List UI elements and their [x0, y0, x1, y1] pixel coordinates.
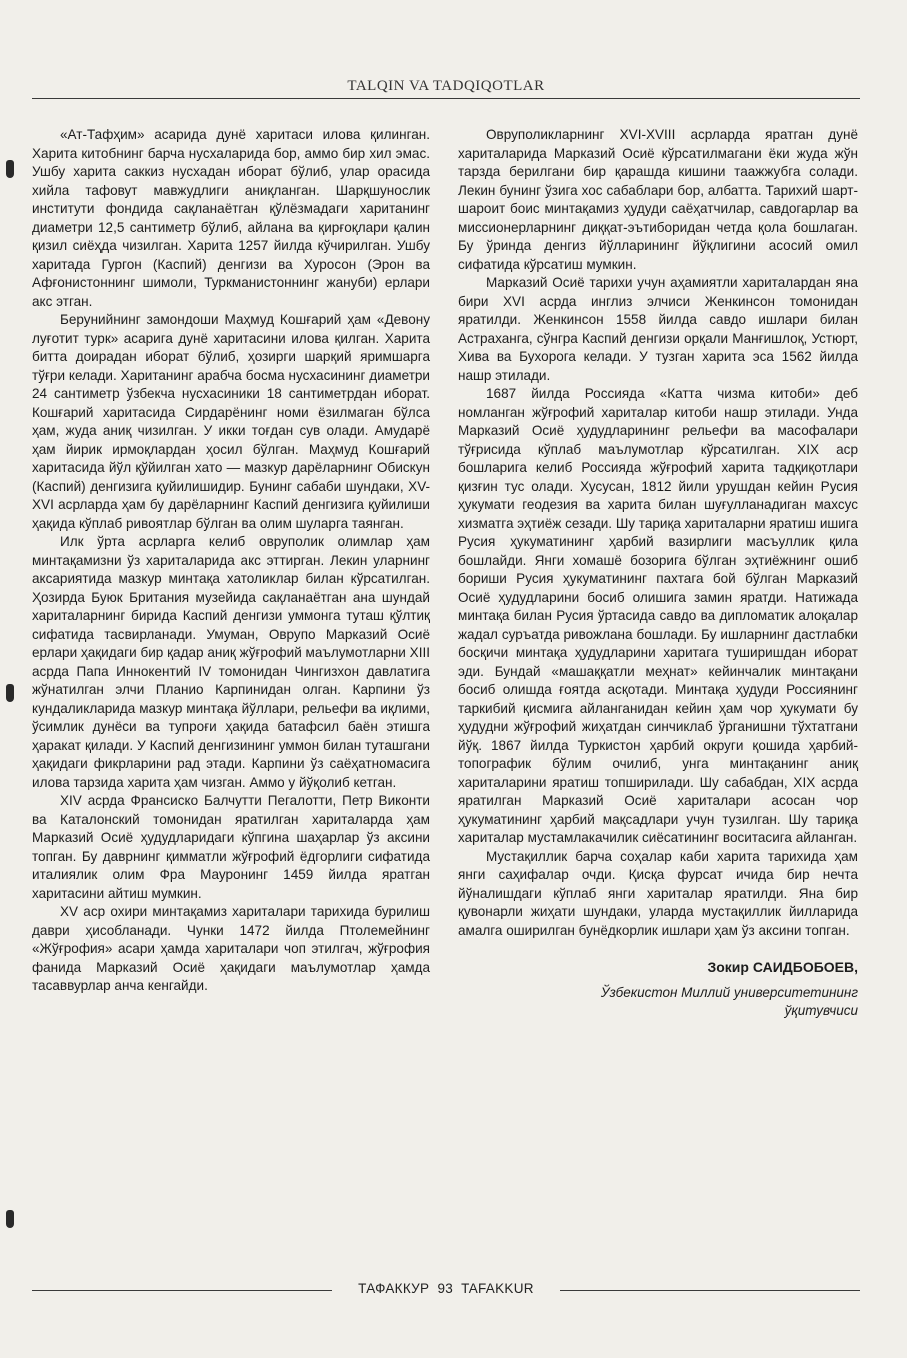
author-affiliation: [458, 984, 858, 1021]
paragraph: 1687 йилда Россияда «Катта чизма китоби» деб номланган жўғрофий хариталар китоби нашр этилади. Унда Марказий Осиё ҳудудларининг рельефи ва масофалари тўғрисида кўплаб маълумотлар кўрсатилган. XIX аср бошларига келиб Россияда жўғрофий харита тадқиқотлари қизғин тус олади. Хусусан, 1812 йили урушдан кейин Русия ҳукумати геодезия ва харита билан шуғулланадиган махсус хизматга эҳтиёж сезади. Шу тариқа хариталарни яратиш ишига Русия ҳукуматининг ҳарбий вазирлиги масъуллик қила бошлайди. Янги хомашё бозорига бўлган эҳтиёжнинг ошиб бориши Русия ҳукуматининг пахтага бой бўлган Марказий Осиё ҳудудларини босиб олишига замин яратди. Натижада минтақа билан Русия ўртасида савдо ва дипломатик алоқалар жадал суръатда ривожлана бошлади. Бу ишларнинг дастлабки босқичи минтақа ҳудудларини харитага туширишдан иборат эди. Бундай «машаққатли меҳнат» кейинчалик минтақани босиб олишда ғоятда асқотади. Минтақа ҳудуди Россиянинг таркибий қисмига айланганидан кейин ҳам чор ҳукумати бу ҳудудни жўғрофий жиҳатдан синчиклаб ўрганишни тўхтатгани йўқ. 1867 йилда Туркистон ҳарбий округи қошида ҳарбий-топографик бўлим очилиб, унга минтақанинг аниқ хариталарини яратиш топширилади. Шу сабабдан, XIX асрда яратилган Марказий Осиё хариталари асосан чор ҳукуматининг ҳарбий мақсадлари учун тузилган. Шу тариқа хариталар мустамлакачилик сиёсатининг воситасига айланган.: [458, 386, 859, 845]
binding-hole-mark: [6, 1210, 14, 1228]
running-header: [32, 76, 860, 99]
paragraph: «Ат-Тафҳим» асарида дунё харитаси илова қилинган. Харита китобнинг барча нусхаларида бор, аммо бир хил эмас. Ушбу харита саккиз нусхадан иборат бўлиб, улар орасида хийла тафовут мавжудлиги аниқланган. Шарқшунослик институти фондида сақланаётган қўлёзмадаги хаританинг диаметри 12,5 сантиметр бўлиб, айлана ва қирғоқлари қалин қизил сиёҳда чизилган. Харита 1257 йилда кўчирилган. Ушбу харитада Гургон (Каспий) денгизи ва Хуросон (Эрон ва Афғонистоннинг шимоли, Туркманистоннинг жануби) ерлари акс этган.: [32, 127, 430, 309]
paragraph: Мустақиллик барча соҳалар каби харита тарихида ҳам янги саҳифалар очди. Қисқа фурсат ичида бир нечта йўналишдаги кўплаб янги хариталар яратилди. Яна бир қувонарли жиҳати шундаки, уларда мустақиллик йилларида амалга оширилган бунёдкорлик ишлари ҳам ўз аксини топган.: [458, 848, 858, 938]
paragraph: XV аср охири минтақамиз хариталари тарихида бурилиш даври ҳисобланади. Чунки 1472 йилда Птолемейнинг «Жўғрофия» асари ҳамда хариталари чоп этилгач, жўғрофия фанида Марказий Осиё ҳақидаги маълумотлар ҳамда тасаввурлар анча кенгайди.: [32, 904, 430, 993]
footer-rule: [560, 1290, 860, 1291]
footer-rule: [32, 1290, 332, 1291]
paragraph: Овруполикларнинг XVI-XVIII асрларда яратган дунё хариталарида Марказий Осиё кўрсатилмагани ёки жуда жўн тарзда берилгани бир қарашда кишини таажжубга солади. Лекин бунинг ўзига хос сабаблари бор, албатта. Тарихий шарт-шароит боис минтақамиз ҳудуди саёҳатчилар, савдогарлар ва миссионерларнинг диққат-эътиборидан четда қола бошлаган. Бу ўринда денгиз йўлларининг йўқлигини асосий омил сифатида кўрсатиш мумкин.: [458, 127, 858, 272]
author-signature: [458, 958, 858, 1021]
running-footer: [32, 1280, 860, 1300]
footer-page-label: ТАФАККУР 93 TAFAKKUR: [358, 1281, 534, 1296]
left-column: [32, 126, 430, 996]
paragraph: Берунийнинг замондоши Маҳмуд Кошғарий ҳам «Девону луғотит турк» асарига дунё харитасини илова қилган. Харита битта доирадан иборат бўлиб, ҳозирги шарқий яримшарга тўғри келади. Хаританинг арабча босма нусхасининг диаметри 24 сантиметр ўзбекча нусхасиники 18 сантиметрдан иборат. Кошғарий харитасида Сирдарёнинг номи ёзилмаган бўлса ҳам, жуда аниқ чизилган. У икки тоғдан сув олади. Амударё ҳам йирик ирмоқлардан ҳосил бўлган. Маҳмуд Кошғарий харитасида йўл қўйилган хато — мазкур дарёларнинг Обискун (Каспий) денгизига қуйилишидир. Бунинг сабаби шундаки, XV-XVI асрларда ҳам бу дарёларнинг Каспий денгизига қуйилиши ҳақида кўплаб ривоятлар бўлган ва олим шуларга таянган.: [32, 312, 430, 531]
binding-hole-mark: [6, 160, 14, 178]
header-title: TALQIN VA TADQIQOTLAR: [347, 78, 545, 94]
paragraph: XIV асрда Франсиско Балчутти Пегалотти, Петр Виконти ва Каталонский томонидан яратилган хариталарда ҳам Марказий Осиё ҳудудларидаги кўпгина шаҳарлар ўз аксини топган. Бу даврнинг қимматли жўғрофий ёдгорлиги сифатида италиялик олим Фра Мауронинг 1459 йилда яратган харитасини айтиш мумкин.: [32, 793, 430, 901]
paragraph: Марказий Осиё тарихи учун аҳамиятли хариталардан яна бири XVI асрда инглиз элчиси Женкинсон томонидан яратилди. Женкинсон 1558 йилда савдо ишлари билан Астраханга, сўнгра Каспий денгизи орқали Манғишлоқ, Устюрт, Хива ва Бухорога келади. У тузган харита эса 1562 йилда нашр этилади.: [458, 275, 858, 383]
author-name: Зокир САИДБОБОЕВ,: [707, 959, 858, 975]
binding-hole-mark: [6, 684, 14, 702]
affiliation-line: Ўзбекистон Миллий университетининг: [600, 984, 858, 1000]
paragraph: Илк ўрта асрларга келиб овруполик олимлар ҳам минтақамизни ўз хариталарида акс эттирган. Лекин уларнинг аксариятида мазкур минтақа хатоликлар билан кўрсатилган. Ҳозирда Буюк Британия музейида сақланаётган ана шундай хариталарнинг бирида Каспий денгизи уммонга туташ қўлтиқ сифатида тасвирланади. Умуман, Оврупо Марказий Осиё ерлари ҳақидаги бир қадар аниқ жўғрофий маълумотларни XIII асрда Папа Иннокентий IV томонидан Чингизхон давлатига жўнатилган элчи Планио Карпинидан олган. Карпини ўз кундаликларида мазкур минтақа йўллари, рельефи ва иқлими, ўсимлик дунёси ва тупроғи ҳақида батафсил баён этишга ҳаракат қилади. У Каспий денгизининг уммон билан туташгани ҳақидаги фикрларини рад этади. Карпини ўз саёҳатномасига илова тарзида харита ҳам чизган. Аммо у йўқолиб кетган.: [32, 534, 430, 790]
affiliation-line: ўқитувчиси: [784, 1003, 858, 1018]
right-column: [458, 126, 858, 1021]
